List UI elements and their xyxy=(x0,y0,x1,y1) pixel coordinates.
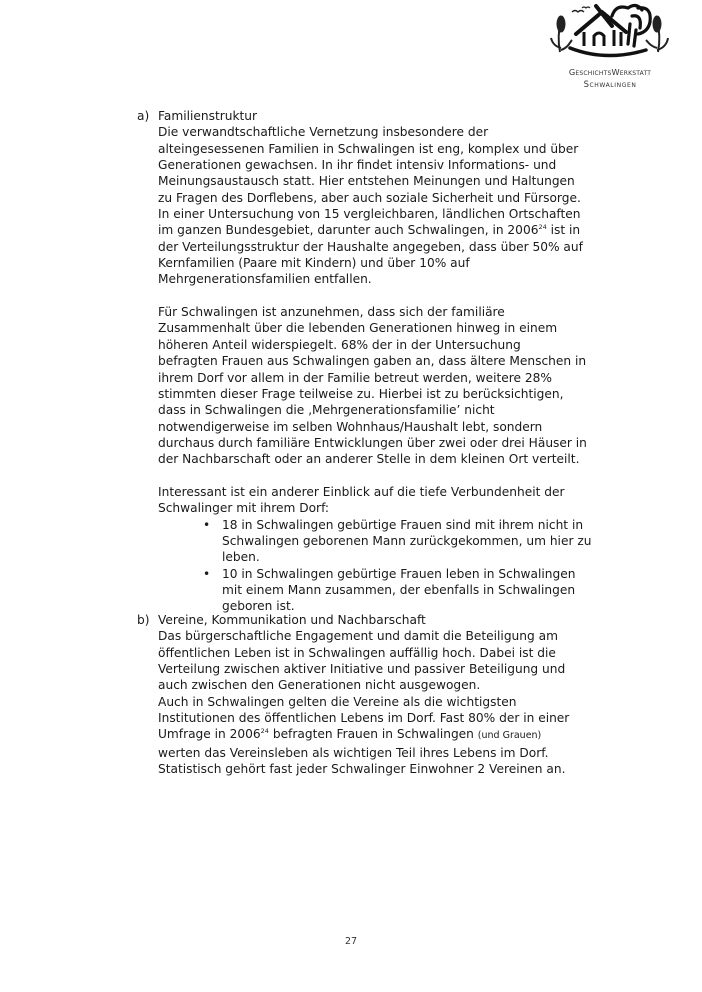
text-line: Verteilung zwischen aktiver Initiative und passiver Beteiligung und xyxy=(158,662,566,677)
text-line: befragten Frauen aus Schwalingen gaben an, dass ältere Menschen in xyxy=(158,354,587,369)
text-line: Generationen gewachsen. In ihr findet intensiv Informations- und xyxy=(158,158,557,173)
text-line: höheren Anteil widerspiegelt. 68% der in der Untersuchung xyxy=(158,337,521,352)
text-line: der Verteilungsstruktur der Haushalte angegeben, dass über 50% auf xyxy=(158,239,583,254)
section-marker: b) xyxy=(137,613,150,627)
list-item xyxy=(158,566,628,615)
text-line: Für Schwalingen ist anzunehmen, dass sich der familiäre xyxy=(158,305,505,320)
text-line: zu Fragen des Dorflebens, aber auch soziale Sicherheit und Fürsorge. xyxy=(158,190,581,205)
text-line: Die verwandtschaftliche Vernetzung insbesondere der xyxy=(158,125,489,140)
text-line: 18 in Schwalingen gebürtige Frauen sind mit ihrem nicht in xyxy=(222,517,584,532)
text-line: Schwalingen geborenen Mann zurückgekommen, um hier zu xyxy=(222,533,592,548)
text-line: Auch in Schwalingen gelten die Vereine als die wichtigsten xyxy=(158,694,517,709)
text-line: In einer Untersuchung von 15 vergleichbaren, ländlichen Ortschaften xyxy=(158,207,581,222)
text-line: Mehrgenerationsfamilien entfallen. xyxy=(158,272,372,287)
text-line: öffentlichen Leben ist in Schwalingen auffällig hoch. Dabei ist die xyxy=(158,645,556,660)
page-number: 27 xyxy=(344,936,358,947)
text-line: im ganzen Bundesgebiet, darunter auch Schwalingen, in 2006$^{24}$ ist in xyxy=(158,223,581,238)
text-line: geboren ist. xyxy=(222,599,295,614)
house-trees-wheat-logo-icon xyxy=(546,2,674,64)
text-line: Schwalinger mit ihrem Dorf: xyxy=(158,501,330,516)
text-line: durchaus durch familiäre Entwicklungen über zwei oder drei Häuser in xyxy=(158,435,587,450)
bullet-list xyxy=(158,517,628,615)
aside-note: (und Grauen) xyxy=(477,730,542,742)
section-body xyxy=(158,612,628,777)
geschichtswerkstatt-logo xyxy=(546,2,674,92)
text-line: Statistisch gehört fast jeder Schwalinger Einwohner 2 Vereinen an. xyxy=(158,762,566,777)
text-line: Kernfamilien (Paare mit Kindern) und über 10% auf xyxy=(158,256,470,271)
paragraph xyxy=(158,484,628,517)
text-line: werten das Vereinsleben als wichtigen Teil ihres Lebens im Dorf. xyxy=(158,745,549,760)
logo-text-line1: GeschichtsWerkstatt xyxy=(568,67,652,77)
text-line: stimmten dieser Frage teilweise zu. Hierbei ist zu berücksichtigen, xyxy=(158,386,564,401)
paragraph xyxy=(158,124,628,287)
text-line: mit einem Mann zusammen, der ebenfalls in Schwalingen xyxy=(222,582,576,597)
text-line: Institutionen des öffentlichen Lebens im Dorf. Fast 80% der in einer xyxy=(158,711,570,726)
text-line: Zusammenhalt über die lebenden Generationen hinweg in einem xyxy=(158,321,558,336)
logo-text-line2: Schwalingen xyxy=(583,79,637,89)
footnote-ref: 24 xyxy=(538,223,547,232)
footnote-ref: 24 xyxy=(260,727,269,736)
text-line: leben. xyxy=(222,550,260,565)
text-line: Das bürgerschaftliche Engagement und damit die Beteiligung am xyxy=(158,629,558,644)
bullet-icon: • xyxy=(203,517,211,532)
paragraph xyxy=(158,628,628,777)
list-item xyxy=(158,517,628,566)
text-line: Interessant ist ein anderer Einblick auf die tiefe Verbundenheit der xyxy=(158,484,565,499)
section-marker: a) xyxy=(137,109,150,123)
section-title: Familienstruktur xyxy=(158,109,258,123)
paragraph xyxy=(158,304,628,467)
text-line: dass in Schwalingen die ‚Mehrgenerationsfamilie’ nicht xyxy=(158,403,495,418)
section-title: Vereine, Kommunikation und Nachbarschaft xyxy=(158,613,426,627)
text-line: auch zwischen den Generationen nicht ausgewogen. xyxy=(158,678,481,693)
text-line: ihrem Dorf vor allem in der Familie betreut werden, weitere 28% xyxy=(158,370,552,385)
section-body xyxy=(158,108,628,615)
bullet-icon: • xyxy=(203,566,211,581)
text-line: Meinungsaustausch statt. Hier entstehen Meinungen und Haltungen xyxy=(158,174,575,189)
text-line: notwendigerweise im selben Wohnhaus/Haushalt lebt, sondern xyxy=(158,419,543,434)
text-line: 10 in Schwalingen gebürtige Frauen leben in Schwalingen xyxy=(222,566,576,581)
text-line: Umfrage in 2006$^{24}$ befragten Frauen in Schwalingen (und Grauen) xyxy=(158,727,542,742)
text-line: der Nachbarschaft oder an anderer Stelle in dem kleinen Ort verteilt. xyxy=(158,452,580,467)
text-line: alteingesessenen Familien in Schwalingen ist eng, komplex und über xyxy=(158,141,579,156)
